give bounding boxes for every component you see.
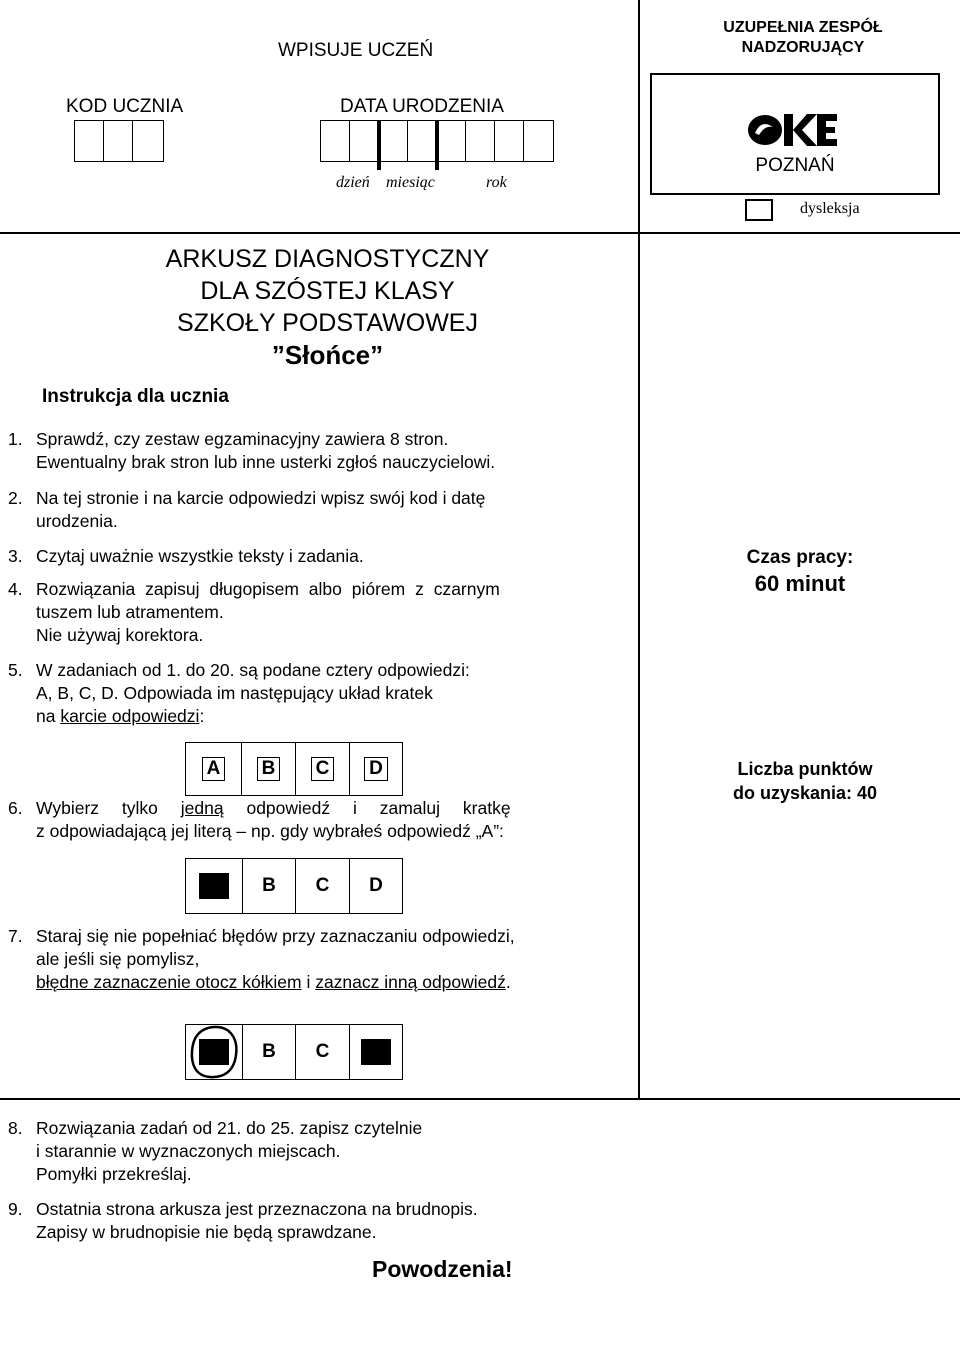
footer-divider <box>0 1098 960 1100</box>
instruction-item-9: 9. Ostatnia strona arkusza jest przeznaczona na brudnopis. Zapisy w brudnopisie nie będą sprawdzane. <box>8 1199 478 1242</box>
answer-grid-example-1: A B C D <box>185 742 403 796</box>
title-line-1: ARKUSZ DIAGNOSTYCZNY <box>165 245 490 273</box>
instruction-item-3: 3. Czytaj uważnie wszystkie teksty i zadania. <box>8 546 364 566</box>
year-label: rok <box>486 174 507 191</box>
instruction-item-1: 1. Sprawdź, czy zestaw egzaminacyjny zawiera 8 stron. Ewentualny brak stron lub inne usterki zgłoś nauczycielowi. <box>8 429 496 472</box>
answer-grid-example-3: B C <box>185 1024 403 1080</box>
header-divider <box>0 232 960 234</box>
dyslexia-checkbox[interactable] <box>745 199 773 221</box>
student-code-boxes[interactable] <box>74 120 164 162</box>
correction-circle <box>188 1023 240 1081</box>
instruction-item-5: 5. W zadaniach od 1. do 20. są podane cztery odpowiedzi: A, B, C, D. Odpowiada im następujący układ kratek na karcie odpowiedzi: <box>8 660 470 726</box>
instruction-item-7: 7. Staraj się nie popełniać błędów przy zaznaczaniu odpowiedzi, ale jeśli się pomylisz, błędne zaznaczenie otocz kółkiem i zaznacz inną odpowiedź. <box>8 926 515 992</box>
filled-answer-mark <box>361 1039 391 1065</box>
month-label: miesiąc <box>386 174 435 191</box>
farewell-text: Powodzenia! <box>372 1256 513 1282</box>
birth-date-label: DATA URODZENIA <box>340 96 504 117</box>
title-line-3: SZKOŁY PODSTAWOWEJ <box>177 309 478 337</box>
student-code-label: KOD UCZNIA <box>66 96 184 117</box>
instruction-item-4: 4. Rozwiązania zapisuj długopisem albo piórem z czarnym tuszem lub atramentem. Nie używaj korektora. <box>8 579 500 645</box>
day-label: dzień <box>336 174 370 191</box>
title-subtitle: ”Słońce” <box>271 340 384 370</box>
instruction-item-2: 2. Na tej stronie i na karcie odpowiedzi wpisz swój kod i datę urodzenia. <box>8 488 486 531</box>
city-label: POZNAŃ <box>755 155 835 176</box>
instruction-item-6: 6. Wybierz tylko jedną odpowiedź i zamaluj kratkę z odpowiadającą jej literą – np. gdy wybrałeś odpowiedź „A”: <box>8 798 511 841</box>
student-fills-label: WPISUJE UCZEŃ <box>278 40 434 61</box>
points-label: Liczba punktów <box>737 759 873 779</box>
points-value: do uzyskania: 40 <box>732 783 878 803</box>
instructions-heading: Instrukcja dla ucznia <box>42 386 229 407</box>
birth-date-boxes[interactable] <box>320 120 554 162</box>
oke-logo <box>747 111 839 149</box>
answer-grid-example-2: B C D <box>185 858 403 914</box>
filled-answer-mark <box>199 873 229 899</box>
instruction-item-8: 8. Rozwiązania zadań od 21. do 25. zapisz czytelnie i starannie w wyznaczonych miejscach. Pomyłki przekreślaj. <box>8 1118 423 1184</box>
time-value: 60 minut <box>754 571 846 596</box>
dyslexia-label: dysleksja <box>800 200 860 217</box>
exam-title <box>0 243 655 371</box>
title-line-2: DLA SZÓSTEJ KLASY <box>200 277 455 305</box>
time-label: Czas pracy: <box>746 547 854 568</box>
supervisors-fill-label: UZUPEŁNIA ZESPÓŁ NADZORUJĄCY <box>723 19 883 56</box>
oke-stamp-box <box>650 73 940 195</box>
